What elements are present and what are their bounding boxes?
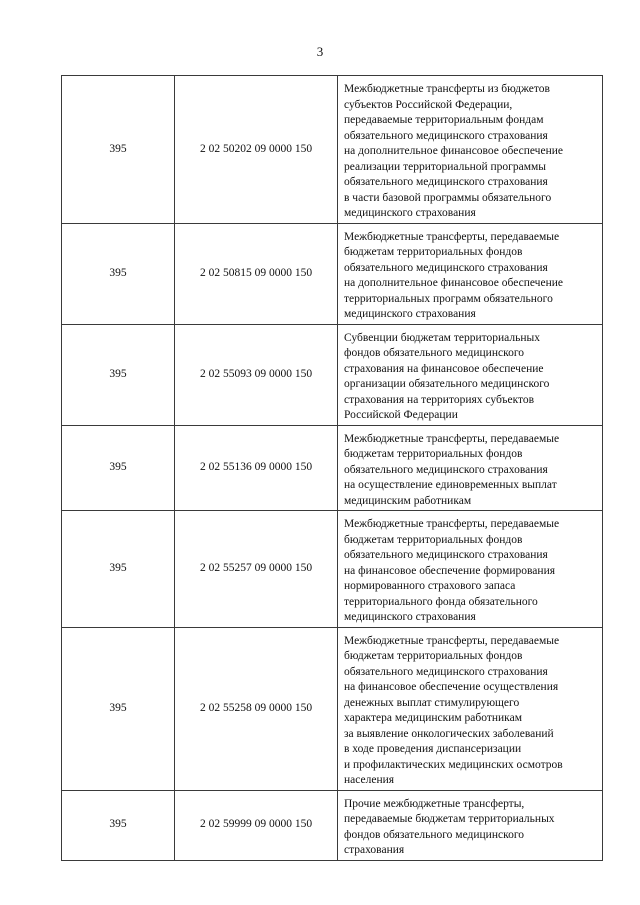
budget-codes-table xyxy=(61,75,603,861)
table-row xyxy=(62,425,603,511)
description-line: бюджетам территориальных фондов xyxy=(344,533,523,546)
kbk-code-cell: 2 02 59999 09 0000 150 xyxy=(175,790,338,860)
table-row xyxy=(62,627,603,790)
description-line: на финансовое обеспечение формирования xyxy=(344,564,556,577)
description-line: бюджетам территориальных фондов xyxy=(344,650,523,662)
description-line: обязательного медицинского страхования xyxy=(344,549,548,561)
kbk-code-cell: 2 02 50202 09 0000 150 xyxy=(175,76,338,224)
kbk-code-cell: 2 02 55093 09 0000 150 xyxy=(175,324,338,425)
description-line: страхования на финансовое обеспечение xyxy=(344,362,544,375)
description-line: страхования xyxy=(344,844,405,856)
description-line: на финансовое обеспечение осуществления xyxy=(344,681,559,693)
description-line: Субвенции бюджетам территориальных xyxy=(344,331,540,344)
description-cell xyxy=(338,425,603,511)
kbk-code-cell: 2 02 55136 09 0000 150 xyxy=(175,425,338,511)
description-line: Межбюджетные трансферты, передаваемые xyxy=(344,518,560,530)
description-line: бюджетам территориальных фондов xyxy=(344,448,523,460)
admin-code-cell: 395 xyxy=(62,627,175,790)
description-line: характера медицинским работникам xyxy=(344,712,522,724)
description-line: медицинского страхования xyxy=(344,308,476,320)
description-line: передаваемые территориальным фондам xyxy=(344,114,544,126)
description-line: бюджетам территориальных фондов xyxy=(344,246,523,258)
table-row xyxy=(62,511,603,628)
admin-code-cell: 395 xyxy=(62,790,175,860)
description-line: передаваемые бюджетам территориальных xyxy=(344,813,555,825)
description-line: обязательного медицинского страхования xyxy=(344,261,548,274)
description-line: фондов обязательного медицинского xyxy=(344,347,525,359)
description-cell xyxy=(338,790,603,860)
description-cell xyxy=(338,223,603,324)
description-line: на дополнительное финансовое обеспечение xyxy=(344,277,563,289)
kbk-code-cell: 2 02 55257 09 0000 150 xyxy=(175,511,338,628)
description-line: и профилактических медицинских осмотров xyxy=(344,758,563,771)
description-line: Межбюджетные трансферты из бюджетов xyxy=(344,83,550,95)
description-line: на дополнительное финансовое обеспечение xyxy=(344,145,563,157)
description-line: денежных выплат стимулирующего xyxy=(344,696,520,709)
kbk-code-cell: 2 02 50815 09 0000 150 xyxy=(175,223,338,324)
admin-code-cell: 395 xyxy=(62,425,175,511)
kbk-code-cell: 2 02 55258 09 0000 150 xyxy=(175,627,338,790)
description-line: территориального фонда обязательного xyxy=(344,595,538,608)
admin-code-cell: 395 xyxy=(62,223,175,324)
description-line: территориальных программ обязательного xyxy=(344,292,553,305)
description-line: Межбюджетные трансферты, передаваемые xyxy=(344,432,560,445)
description-cell xyxy=(338,511,603,628)
table-body xyxy=(62,76,603,861)
description-cell xyxy=(338,76,603,224)
description-cell xyxy=(338,627,603,790)
description-cell xyxy=(338,324,603,425)
admin-code-cell: 395 xyxy=(62,324,175,425)
description-line: реализации территориальной программы xyxy=(344,160,547,173)
admin-code-cell: 395 xyxy=(62,76,175,224)
description-line: обязательного медицинского страхования xyxy=(344,129,548,142)
description-line: Межбюджетные трансферты, передаваемые xyxy=(344,634,560,647)
description-line: субъектов Российской Федерации, xyxy=(344,98,513,111)
description-line: Прочие межбюджетные трансферты, xyxy=(344,797,525,810)
table-row xyxy=(62,223,603,324)
description-line: медицинского страхования xyxy=(344,611,476,623)
table-row xyxy=(62,324,603,425)
description-line: медицинским работникам xyxy=(344,494,472,507)
description-line: обязательного медицинского страхования xyxy=(344,463,548,476)
description-line: медицинского страхования xyxy=(344,207,476,219)
description-line: населения xyxy=(344,774,395,786)
description-line: организации обязательного медицинского xyxy=(344,378,550,390)
description-line: нормированного страхового запаса xyxy=(344,580,516,592)
description-line: обязательного медицинского страхования xyxy=(344,665,548,678)
table-row xyxy=(62,76,603,224)
table-row xyxy=(62,790,603,860)
description-line: на осуществление единовременных выплат xyxy=(344,479,557,491)
description-line: за выявление онкологических заболеваний xyxy=(344,727,554,740)
description-line: Межбюджетные трансферты, передаваемые xyxy=(344,230,560,243)
description-line: Российской Федерации xyxy=(344,409,458,421)
description-line: фондов обязательного медицинского xyxy=(344,828,525,841)
description-line: страхования на территориях субъектов xyxy=(344,393,535,406)
description-line: в части базовой программы обязательного xyxy=(344,191,552,204)
description-line: в ходе проведения диспансеризации xyxy=(344,743,522,755)
admin-code-cell: 395 xyxy=(62,511,175,628)
page-number: 3 xyxy=(316,44,324,59)
description-line: обязательного медицинского страхования xyxy=(344,176,548,188)
